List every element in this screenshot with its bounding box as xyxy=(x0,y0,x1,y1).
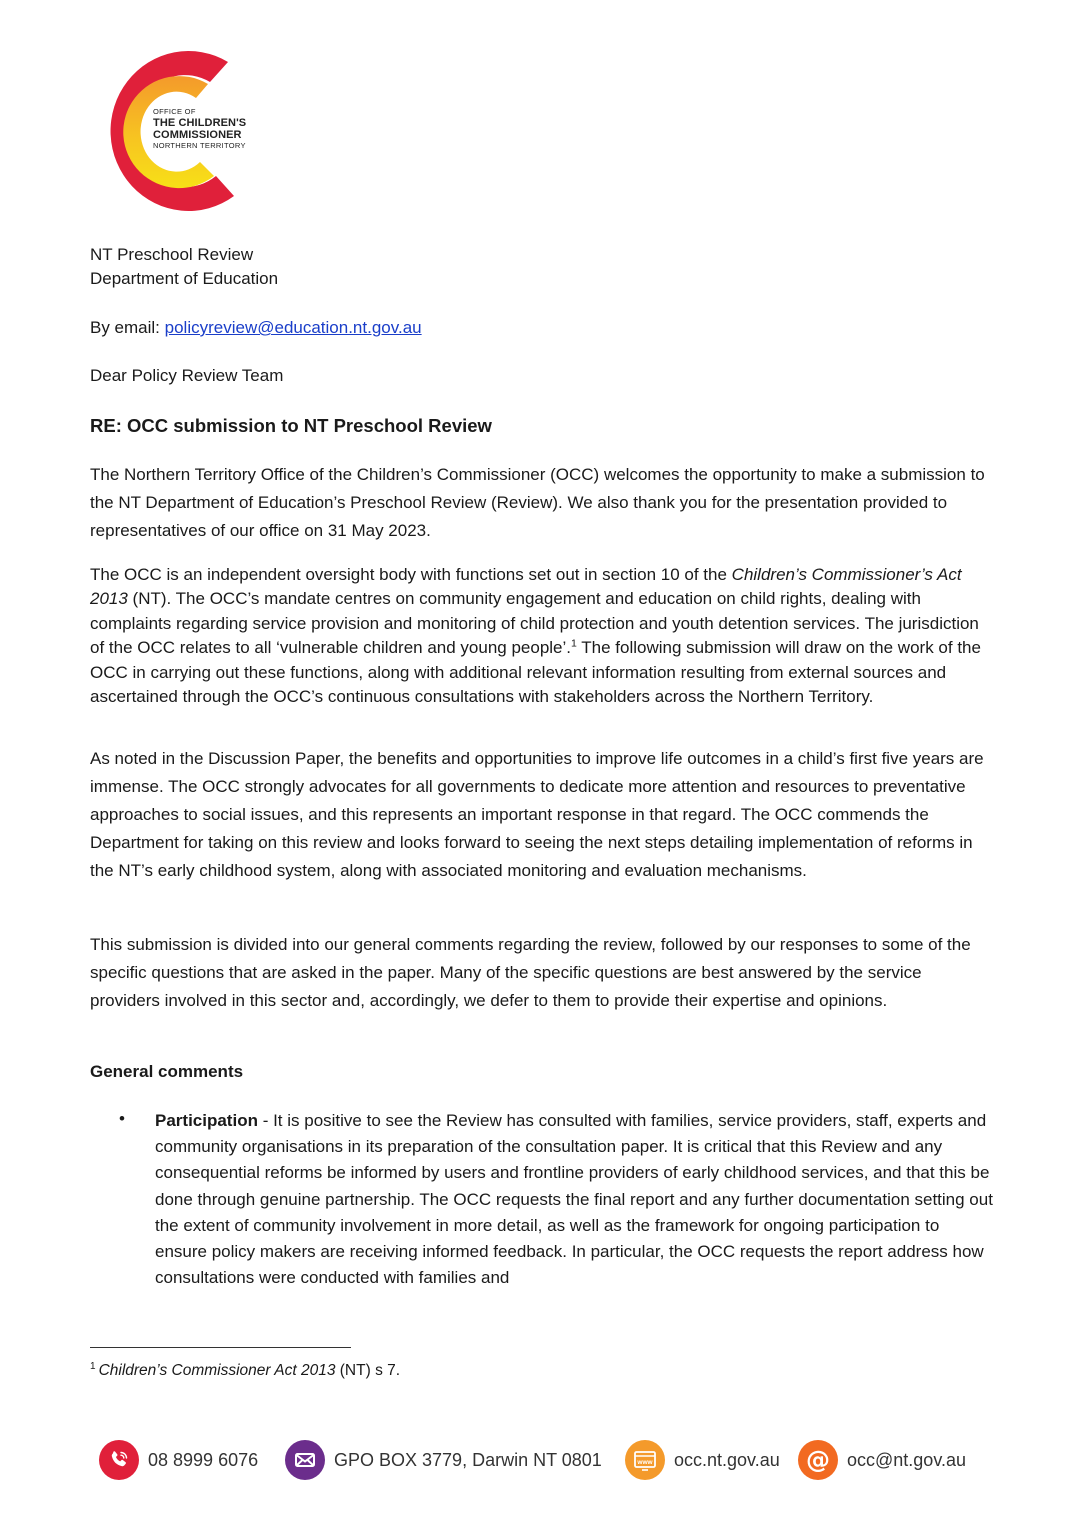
contact-email[interactable] xyxy=(798,1438,966,1482)
web-browser-icon xyxy=(625,1440,665,1480)
logo-line-1: OFFICE OF xyxy=(153,107,196,116)
contact-website[interactable] xyxy=(625,1438,780,1482)
paragraph-3: As noted in the Discussion Paper, the benefits and opportunities to improve life outcomes in a child’s first five years are immense. The OCC strongly advocates for all governments to dedicate more attention and resources to preventative approaches to social issues, and this represents an important response in that regard. The OCC commends the Department for taking on this review and looks forward to seeing the next steps detailing implementation of reforms in the NT’s early childhood system, along with associated monitoring and evaluation mechanisms. xyxy=(90,749,984,880)
email-label: By email: xyxy=(90,318,165,337)
paragraph-2-c: The following submission will draw on the work of the OCC in carrying out these functions, along with additional relevant information resulting from external sources and ascertained through the OCC’s continuous consultations with stakeholders across the Northern Territory. xyxy=(90,638,981,707)
website-url: occ.nt.gov.au xyxy=(674,1449,780,1470)
footnote-ref[interactable]: 1 xyxy=(571,637,577,650)
paragraph-2-b: (NT). The OCC’s mandate centres on community engagement and education on child rights, dealing with complaints regarding service provision and monitoring of child protection and youth detention services. The jurisdiction of the OCC relates to all ‘vulnerable children and young people’. xyxy=(90,589,979,658)
footnote-mark: 1 xyxy=(90,1360,96,1372)
letter-heading: RE: OCC submission to NT Preschool Review xyxy=(90,415,492,436)
paragraph-1: The Northern Territory Office of the Children’s Commissioner (OCC) welcomes the opportunity to make a submission to the NT Department of Education’s Preschool Review (Review). We also thank you for the presentation provided to representatives of our office on 31 May 2023. xyxy=(90,465,985,540)
bullet-participation xyxy=(155,1108,995,1291)
general-comments-heading: General comments xyxy=(90,1062,244,1081)
footnote-act: Children’s Commissioner Act 2013 xyxy=(98,1362,336,1379)
phone-number: 08 8999 6076 xyxy=(148,1449,259,1470)
at-sign-glyph: @ xyxy=(806,1446,830,1474)
email-link[interactable]: policyreview@education.nt.gov.au xyxy=(164,318,422,337)
contact-phone[interactable] xyxy=(99,1438,258,1482)
at-sign-icon xyxy=(798,1440,838,1480)
logo-line-2: THE CHILDREN'S xyxy=(153,116,247,129)
logo-line-4: NORTHERN TERRITORY xyxy=(153,140,246,150)
footnote-rest: (NT) s 7. xyxy=(335,1362,401,1379)
postal-address: GPO BOX 3779, Darwin NT 0801 xyxy=(334,1449,602,1470)
act-title: Children’s Commissioner’s Act 2013 xyxy=(90,565,962,609)
contact-postal xyxy=(285,1438,602,1482)
salutation: Dear Policy Review Team xyxy=(90,366,284,385)
logo-wordmark xyxy=(153,108,246,151)
recipient-address xyxy=(90,243,990,291)
www-label: www xyxy=(637,1459,653,1466)
paragraph-4: This submission is divided into our general comments regarding the review, followed by our responses to some of the specific questions that are asked in the paper. Many of the specific questions are best answered by the service providers involved in this sector and, accordingly, we defer to them to provide their expertise and opinions. xyxy=(90,935,971,1010)
footnote xyxy=(90,1360,400,1382)
bullet-marker: • xyxy=(119,1109,125,1128)
recipient-line-1: NT Preschool Review xyxy=(90,245,254,264)
recipient-line-2: Department of Education xyxy=(90,269,279,288)
paragraph-2-a: The OCC is an independent oversight body with functions set out in section 10 of the xyxy=(90,565,732,584)
phone-icon xyxy=(99,1440,139,1480)
contact-email-address: occ@nt.gov.au xyxy=(847,1449,967,1470)
paragraph-2 xyxy=(90,563,992,709)
bullet-text: - It is positive to see the Review has consulted with families, service providers, staff, experts and community organisations in its preparation of the consultation paper. It is critical that this Review and any consequential reforms be informed by users and frontline providers of early childhood services, and that this be done through genuine partnership. The OCC requests the final report and any further documentation setting out the extent of community involvement in more detail, as well as the framework for ongoing participation to ensure policy makers are receiving informed feedback. In particular, the OCC requests the report address how consultations were conducted with families and xyxy=(155,1111,993,1288)
footnote-divider xyxy=(90,1347,351,1348)
bullet-title: Participation xyxy=(155,1111,258,1130)
email-line xyxy=(90,316,990,340)
logo-line-3: COMMISSIONER xyxy=(153,129,242,142)
envelope-icon xyxy=(285,1440,325,1480)
